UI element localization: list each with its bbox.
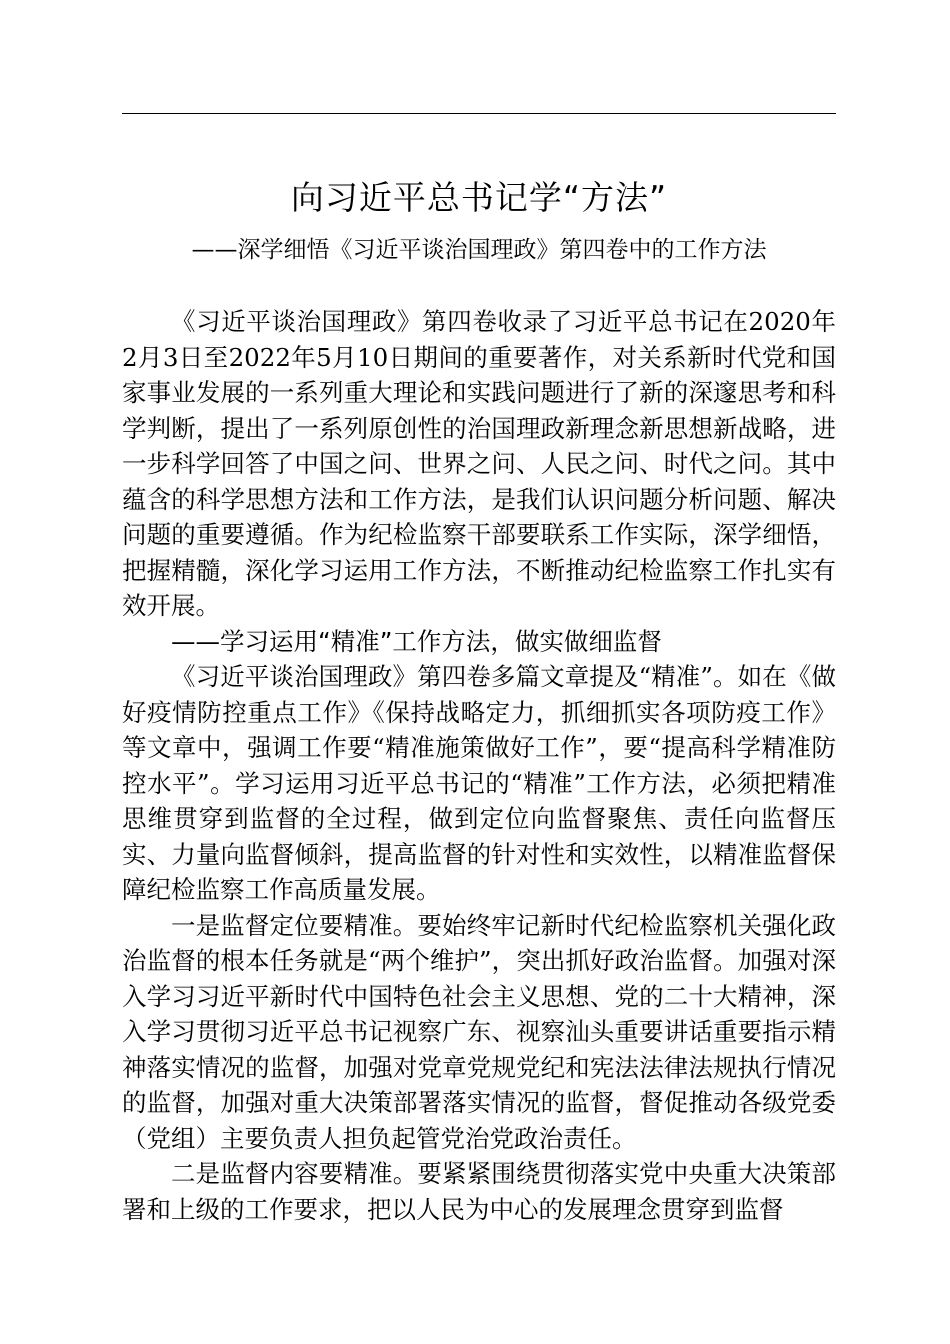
header-rule xyxy=(122,113,836,114)
paragraph-point-one: 一是监督定位要精准。要始终牢记新时代纪检监察机关强化政治监督的根本任务就是“两个维护”，突出抓好政治监督。加强对深入学习习近平新时代中国特色社会主义思想、党的二十大精神，深入学习贯彻习近平总书记视察广东、视察汕头重要讲话重要指示精神落实情况的监督，加强对党章党规党纪和宪法法律法规执行情况的监督，加强对重大决策部署落实情况的监督，督促推动各级党委（党组）主要负责人担负起管党治党政治责任。 xyxy=(122,910,836,1153)
paragraph-point-two: 二是监督内容要精准。要紧紧围绕贯彻落实党中央重大决策部署和上级的工作要求，把以人民为中心的发展理念贯穿到监督 xyxy=(122,1159,836,1224)
document-subtitle: ——深学细悟《习近平谈治国理政》第四卷中的工作方法 xyxy=(191,237,767,263)
document-title: 向习近平总书记学“方法” xyxy=(290,178,668,217)
paragraph-intro: 《习近平谈治国理政》第四卷收录了习近平总书记在2020年2月3日至2022年5月10日期间的重要著作，对关系新时代党和国家事业发展的一系列重大理论和实践问题进行了新的深邃思考和科学判断，提出了一系列原创性的治国理政新理念新思想新战略，进一步科学回答了中国之问、世界之问、人民之问、时代之问。其中蕴含的科学思想方法和工作方法，是我们认识问题分析问题、解决问题的重要遵循。作为纪检监察干部要联系工作实际，深学细悟，把握精髓，深化学习运用工作方法，不断推动纪检监察工作扎实有效开展。 xyxy=(122,307,836,620)
section-heading-precision: ——学习运用“精准”工作方法，做实做细监督 xyxy=(171,626,662,656)
paragraph-precision: 《习近平谈治国理政》第四卷多篇文章提及“精准”。如在《做好疫情防控重点工作》《保持战略定力，抓细抓实各项防疫工作》等文章中，强调工作要“精准施策做好工作”，要“提高科学精准防控水平”。学习运用习近平总书记的“精准”工作方法，必须把精准思维贯穿到监督的全过程，做到定位向监督聚焦、责任向监督压实、力量向监督倾斜，提高监督的针对性和实效性，以精准监督保障纪检监察工作高质量发展。 xyxy=(122,662,836,904)
document-body xyxy=(122,304,836,1227)
